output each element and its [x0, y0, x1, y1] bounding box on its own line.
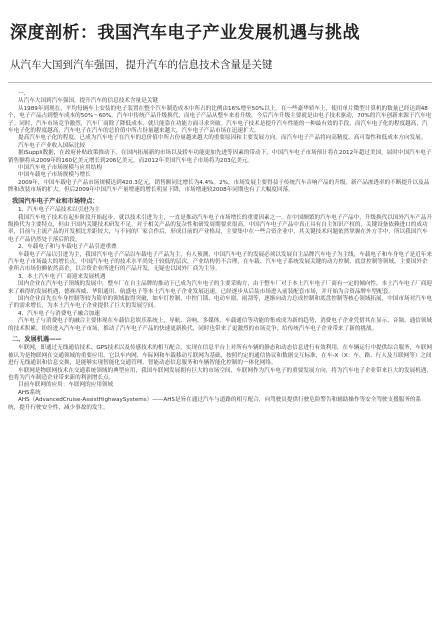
paragraph: 中国车载电子市场规模与增长 — [18, 172, 91, 179]
paragraph: 国内企业首先在车身控制等较为简单的领域取得突破，如车灯控制、中控门锁、电动车窗、雨刮等，逐渐向动力总成控制和底盘控制等核心领域拓展，中国市场对汽车电子的需求增长，为本土汽车电子企业提供了巨大的发展空间。 — [8, 295, 432, 310]
list-item: 2、车载电子和与车载电子产品引进重叠 — [18, 244, 117, 251]
paragraph: 据iSuppli数据，在政府补贴政策推动下，在国内拓展新的市场以及轿车功能更加先进等因素的带动下，中国汽车电子市场预计将在2012年超过美国，届时中国汽车电子销售额将从2009年的160亿美元增长到206亿美元，而2012年美国汽车电子市场将为203亿美元。 — [8, 150, 432, 164]
paragraph: 一、 — [18, 91, 30, 97]
paragraph: 车联网是物联网技术在交通系统领域的典型应用，我国车联网发展拥有巨大的市场空间，车联网作为汽车电子的重要发展方向，将为汽车电子企业带来巨大的发展机遇，也将为汽车制造企业带来新的利润增长点。 — [8, 367, 432, 382]
paragraph: 目前车联网的应用：车联网的应用领域 — [18, 382, 114, 389]
paragraph: 汽车电子产业收入国际比较 — [18, 142, 86, 149]
list-item: 1、汽车电子产品技术以引进为主 — [18, 207, 100, 214]
paragraph: 车联网，即通过无线通信技术、GPS技术以及传感技术的相互配合，实现在信息平台上对所有车辆的静态和动态信息进行有效利用，在车辆运行中提供综合服务，车联网被认为是物联网在交通领域的重要应用，它以车内网、车际网和车载移动互联网为基础，按照约定的通信协议和数据交互标准，在车-X（X：车、路、行人及互联网等）之间进行无线通讯和信息交换，是能够实现智能化交通管理、智能动态信息服务和车辆智能化控制的一体化网络。 — [8, 345, 433, 367]
paragraph: 提高汽车电子化的程度，已成为汽车电子在汽车的总价值中所占份量越来越大的重要原因和主要发展方向。而汽车电子产品将向高精度、高可靠性和低成本方向发展。 — [18, 135, 427, 142]
section-heading: 二、发展机遇—— — [12, 336, 62, 343]
paragraph: 国内企业在汽车电子领域的发展中，整车厂在自主品牌的推动下已成为汽车电子的主要采购方，由于整车厂对于本土汽车电子厂商有一定的倾向性，本土汽车电子厂商迎来了难得的发展机遇，德赛西威、华阳通用、航盛电子等本土汽车电子企业发展迅速，已经逐步从后装市场进入前装配套市场，并开始为合资品牌车型配套。 — [8, 281, 432, 295]
list-item: 3、本土汽车电子厂商迎来发展机遇 — [18, 273, 106, 280]
paragraph: 我国汽车电子技术在起步阶段开始起步，就以技术引进为主，一直是推动汽车电子市场增长的重要因素之一。在中国颇繁的汽车电子产品中，升级换代以国外汽车产品升级换代为主要特点，但由于国内关键技术研发不足，对于相关产品的复杂性和研发周期要求很高，中国汽车电子产品中真正具有自主知识产权的，关键设备依赖进口的成功率，目前与主流产品的开发相比差距较大，与不同的厂家合作后，形成目前的产业格局，主要集中在一些合资企业中，其关键技术问题依然掌握在外方手中，所以我国汽车电子产品仍然处于落后阶段。 — [8, 214, 432, 243]
paragraph: 从汽车大国到汽车强国，提升汽车的信息技术含量是关键 — [18, 98, 158, 105]
paragraph: 汽车电子与消费电子的融合主要体现在车载信息娱乐系统上，导航、音响、多媒体、车载通信等功能的集成成为新的趋势，消费电子企业凭借其在显示、音频、通信领域的技术积累，纷纷进入汽车电子市场，推动了汽车电子产品的快速更新换代，同时也带来了更激烈的市场竞争，给传统汽车电子企业带来了新的挑战。 — [8, 318, 432, 332]
document-subtitle: 从汽车大国到汽车强国，提升汽车的信息技术含量是关键 — [10, 59, 273, 71]
paragraph: 中国汽车电子市场规模与应用结构 — [18, 165, 102, 172]
paragraph: 从1989年到现在，平均每辆车上安装的电子装置在整个汽车制造成本中所占的比例由16%增至50%以上。在一些豪华轿车上，使用单片微型计算机的数量已经达到48个，电子产品占到整车成本的50%～60%。汽车中传统产品升级换代，而电子产品从整车来看升级，今后汽车升级主要就是由电子技术驱动，70%的汽车创新来源于汽车电子。同时，汽车市场竞争激烈，汽车厂商除了降低成本，就只能靠在功能方面寻求突破。汽车电子技术是提升汽车性能的一种最有效的手段，而汽车电子化的程度越高，汽车电子化的程度越高，汽车电子在汽车的总价值中所占份量越来越大，汽车电子产品市场在迅速扩大。 — [8, 105, 432, 135]
paragraph: 车载电子产品以引进为主，我国汽车电子产品以车载电子产品为主，有人预测，中国汽车电子的发展必须以发展自主品牌汽车电子为主线，车载电子和车身电子是近年来汽车电子市场最大的增长点。中国汽车电子的技术水平尚处于较低的层次，产业结构仍不合理，在车载、汽车电子系统发展关键的动力控制、底盘控制等领域，主要国外企业所占市场份额依然高企，以合资企业所进行的产品开发，无疑也以国外厂商为主导。 — [8, 251, 432, 273]
paragraph: AHS（AdvancedCruise-AssistHighwaySystems）——AHS是旨在通过汽车与道路的相互配合，向驾驶员提供行驶危险警告和辅助操作等安全驾驶支援服务的系统，提升行驶安全性，减少事故的发生。 — [8, 397, 422, 411]
divider — [8, 82, 432, 83]
paragraph: AHS系统 — [18, 389, 41, 396]
section-heading: 我国汽车电子产业和市场特点： — [12, 197, 99, 205]
list-item: 4、汽车电子与消费电子融合加速 — [18, 310, 100, 317]
document-title: 深度剖析：我国汽车电子产业发展机遇与挑战 — [10, 23, 360, 43]
document-body — [8, 91, 432, 412]
paragraph: 2009年，中国车载电子产品市场规模达到420.3亿元，销售额同比增长为4.4%。2%。市场发展主要得益于传统汽车音响产品的升级，新产品渗透率的不断提升以及品牌和改装市场的扩大。但后2009年中国汽车产量增速的增长明显下降，市场增速较2008年同期也有了大幅度回落。 — [8, 179, 430, 194]
